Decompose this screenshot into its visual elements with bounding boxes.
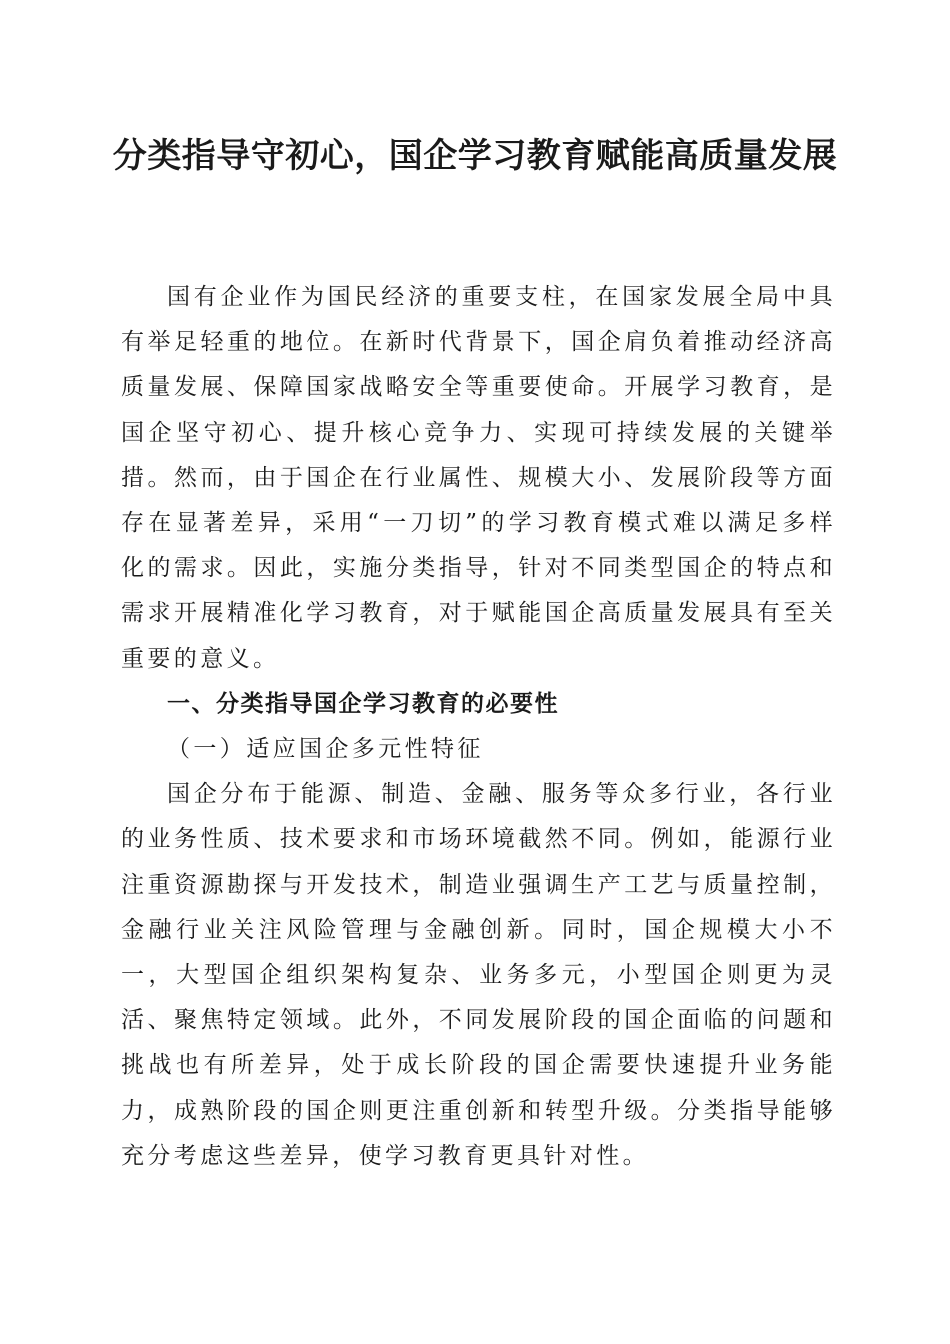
document-title: 分类指导守初心，国企学习教育赋能高质量发展 <box>112 136 838 176</box>
subsection-paragraph-1: 国企分布于能源、制造、金融、服务等众多行业，各行业的业务性质、技术要求和市场环境截然不同。例如，能源行业注重资源勘探与开发技术，制造业强调生产工艺与质量控制，金融行业关注风险管理与金融创新。同时，国企规模大小不一，大型国企组织架构复杂、业务多元，小型国企则更为灵活、聚焦特定领域。此外，不同发展阶段的国企面临的问题和挑战也有所差异，处于成长阶段的国企需要快速提升业务能力，成熟阶段的国企则更注重创新和转型升级。分类指导能够充分考虑这些差异，使学习教育更具针对性。 <box>121 781 836 1169</box>
section-heading-1: 一、分类指导国企学习教育的必要性 <box>167 690 559 717</box>
intro-paragraph: 国有企业作为国民经济的重要支柱，在国家发展全局中具有举足轻重的地位。在新时代背景下，国企肩负着推动经济高质量发展、保障国家战略安全等重要使命。开展学习教育，是国企坚守初心、提升核心竞争力、实现可持续发展的关键举措。然而，由于国企在行业属性、规模大小、发展阶段等方面存在显著差异，采用“一刀切”的学习教育模式难以满足多样化的需求。因此，实施分类指导，针对不同类型国企的特点和需求开展精准化学习教育，对于赋能国企高质量发展具有至关重要的意义。 <box>121 284 836 672</box>
document-body <box>121 275 836 1179</box>
subsection-heading-1: （一）适应国企多元性特征 <box>167 736 484 763</box>
